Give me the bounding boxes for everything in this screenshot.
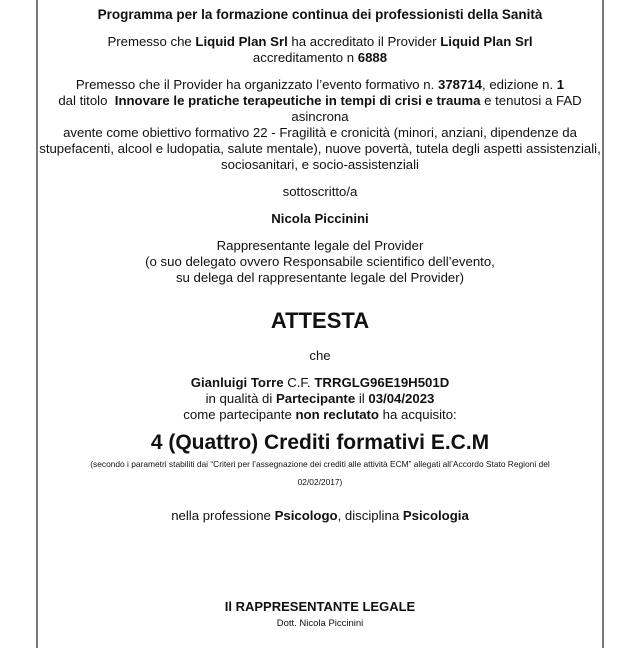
participant-role: Partecipante — [276, 391, 356, 406]
signatory-role-line-3: su delega del rappresentante legale del Provider) — [175, 270, 465, 285]
discipline-name: Psicologia — [402, 508, 469, 523]
certificate-page — [36, 0, 604, 648]
text: ha acquisito: — [378, 407, 457, 422]
text: , disciplina — [337, 508, 403, 523]
recruit-status: non reclutato — [295, 407, 379, 422]
accreditation-line-1 — [38, 34, 602, 50]
fiscal-code: TRRGLG96E19H501D — [314, 375, 450, 390]
text: Premesso che — [107, 34, 196, 49]
signatory-name: Nicola Piccinini — [271, 211, 369, 226]
attesta-heading: ATTESTA — [270, 308, 370, 333]
text: Premesso che il Provider ha organizzato l’evento formativo n. — [75, 77, 438, 92]
participant-line-2 — [38, 391, 602, 407]
participant-line-1 — [38, 375, 602, 391]
credits-headline: 4 (Quattro) Crediti formativi E.C.M — [150, 431, 490, 454]
event-number: 378714 — [437, 77, 482, 92]
participant-name: Gianluigi Torre — [190, 375, 284, 390]
participant-line-3 — [38, 407, 602, 423]
profession-line — [38, 508, 602, 524]
credits-note-line-1: (secondo i parametri stabiliti dai “Criteri per l’assegnazione dei crediti alle attività ECM” allegati all’Accordo Stato Regioni del — [90, 459, 550, 469]
participation-date: 03/04/2023 — [368, 391, 435, 406]
accreditation-number: 6888 — [357, 50, 388, 65]
edition-number: 1 — [556, 77, 565, 92]
text: ha accreditato il Provider — [287, 34, 441, 49]
text: nella professione — [171, 508, 275, 523]
text: in qualità di — [205, 391, 276, 406]
che-text: che — [309, 348, 331, 363]
credits-note-line-2: 02/02/2017) — [297, 477, 343, 487]
signature-title: Il RAPPRESENTANTE LEGALE — [224, 599, 416, 614]
signature-name: Dott. Nicola Piccinini — [276, 618, 364, 629]
signatory-role-line-2: (o suo delegato ovvero Responsabile scientifico dell’evento, — [145, 254, 495, 269]
objective-line-2: stupefacenti, alcool e ludopatia, salute mentale), nuove povertà, tutela degli aspetti assistenziali, — [39, 141, 601, 156]
text: e tenutosi a FAD — [480, 93, 582, 108]
signatory-role-line-1: Rappresentante legale del Provider — [216, 238, 424, 253]
document-title: Programma per la formazione continua dei professionisti della Sanità — [97, 7, 543, 22]
event-title: Innovare le pratiche terapeutiche in tempi di crisi e trauma — [114, 93, 481, 108]
accreditation-line-2 — [38, 50, 602, 66]
text: il — [355, 391, 369, 406]
accreditor-name: Liquid Plan Srl — [195, 34, 288, 49]
text: , edizione n. — [482, 77, 557, 92]
objective-line-3: sociosanitari, e socio-assistenziali — [221, 157, 419, 172]
text: accreditamento n — [252, 50, 358, 65]
text: dal titolo — [58, 93, 115, 108]
provider-name: Liquid Plan Srl — [440, 34, 533, 49]
text: C.F. — [283, 375, 315, 390]
text: come partecipante — [183, 407, 296, 422]
objective-line-1: avente come obiettivo formativo 22 - Fragilità e cronicità (minori, anziani, dipendenze da — [63, 125, 577, 140]
profession-name: Psicologo — [274, 508, 338, 523]
event-line-1 — [38, 77, 602, 93]
signatory-intro: sottoscritto/a — [282, 184, 358, 199]
event-line-2 — [38, 93, 602, 109]
event-line-3: asincrona — [291, 109, 349, 124]
